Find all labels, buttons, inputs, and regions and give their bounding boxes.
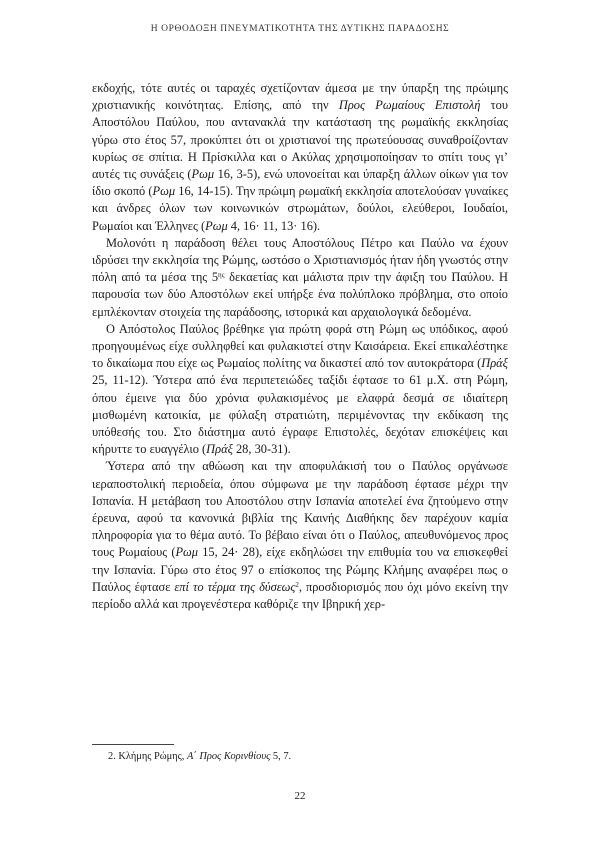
italic-run: Πράξ (481, 356, 508, 371)
text-run: Ύστερα από την αθώωση και την αποφυλάκισή του ο Παύλος οργάνωσε ιεραποστολική περιοδεία, όπου σύμφωνα με την παράδοση έφτασε μέχρι την Ισπανία. Η μετάβαση του Αποστόλου στην Ισπανία αποτελεί ένα ζητούμενο στην έρευνα, αφού τα κανονικά βιβλία της Καινής Διαθήκης δεν παρέχουν καμία πληροφορία για το θέμα αυτό. Το βέβαιο είναι ότι ο Παύλος, απευθυνόμενος προς τους Ρωμαίους ( (92, 459, 508, 560)
text-run: 16, 3-5), ενώ υπονοείται και ύπαρξη άλλων οίκων για τον ίδιο σκοπό ( (92, 167, 509, 199)
italic-run: Ρωμ (205, 218, 228, 233)
text-run: του Αποστόλου Παύλου, που αντανακλά την κατάσταση της ρωμαϊκής εκκλησίας γύρω στο έτος 57, προκύπτει ότι οι χριστιανοί της πρωτεύουσας συναθροίζονταν κυρίως σε σπίτια. Η Πρίσκιλλα και ο Ακύλας χρησιμοποίησαν το σπίτι τους γι’ αυτές τις συνάξεις ( (92, 98, 508, 182)
text-run: 16, 14-15). Την πρώιμη ρωμαϊκή εκκλησία αποτελούσαν γυναίκες και άνδρες όλων των κοινωνικών στρωμάτων, δούλοι, ελεύθεροι, Ιουδαίοι, Ρωμαίοι και Έλληνες ( (92, 184, 508, 233)
italic-run: Πράξ (206, 442, 233, 457)
italic-run: Ρωμ (152, 184, 176, 199)
footnote-marker: 2 (295, 580, 299, 589)
italic-run: Ρωμ (175, 545, 199, 560)
text-run: 28, 30-31). (232, 442, 291, 457)
text-run: 15, 24· 28), είχε εκδηλώσει την επιθυμία του να επισκεφθεί την Ισπανία. Γύρω στο έτος 97 ο επίσκοπος της Ρώμης Κλήμης αναφέρει πως ο Παύλος έφτασε (92, 545, 509, 594)
text-run: δεκαετίας και μάλιστα πριν την άφιξη του Παύλου. Η παρουσία των δύο Αποστόλων εκεί υπήρξε ένα πολύπλοκο πρόβλημα, στο οποίο εμπλέκονταν στοιχεία της παράδοσης, ιστορικά και αρχαιολογικά δεδομένα. (92, 270, 508, 319)
text-run: εκδοχής, τότε αυτές οι ταραχές σχετίζονταν άμεσα με την ύπαρξη της πρώιμης χριστιανικής κοινότητας. Επίσης, από την (92, 81, 508, 113)
footnote-rule (92, 744, 174, 745)
footnote (108, 750, 508, 763)
page-number: 22 (294, 790, 306, 802)
text-run: Ο Απόστολος Παύλος βρέθηκε για πρώτη φορά στη Ρώμη ως υπόδικος, αφού προηγουμένως είχε συλληφθεί και φυλακιστεί στην Καισάρεια. Εκεί επικαλέστηκε το δικαίωμα που είχε ως Ρωμαίος πολίτης να δικαστεί από τον αυτοκράτορα ( (92, 321, 508, 371)
running-head: Η ΟΡΘΟΔΟΞΗ ΠΝΕΥΜΑΤΙΚΟΤΗΤΑ ΤΗΣ ΔΥΤΙΚΗΣ ΠΑΡΑΔΟΣΗΣ (150, 24, 450, 34)
text-run: 5, 7. (270, 751, 292, 762)
text-run: 2. Κλήμης Ρώμης, (108, 751, 187, 762)
paragraph-4 (92, 458, 508, 613)
italic-run: Προς Ρωμαίους Επιστολή (338, 98, 481, 113)
italic-run: Ρωμ (191, 167, 215, 182)
body-text (92, 80, 508, 613)
text-run: , προσδιορισμός που όχι μόνο εκείνη την περίοδο αλλά και προγενέστερα καθόριζε την Ιβηρική χερ- (92, 579, 508, 612)
italic-run: Α΄ Προς Κορινθίους (186, 751, 271, 762)
superscript: ης (218, 271, 225, 280)
paragraph-3 (92, 321, 508, 459)
text-run: 4, 16· 11, 13· 16). (227, 218, 321, 233)
italic-run: επί το τέρμα της δύσεως (174, 579, 296, 594)
text-run: Μολονότι η παράδοση θέλει τους Αποστόλους Πέτρο και Παύλο να έχουν ιδρύσει την εκκλησία της Ρώμης, ωστόσο ο Χριστιανισμός ήταν ήδη γνωστός στην πόλη από τα μέσα της 5 (92, 235, 508, 285)
paragraph-2 (92, 235, 508, 321)
text-run: 25, 11-12). Ύστερα από ένα περιπετειώδες ταξίδι έφτασε το 61 μ.Χ. στη Ρώμη, όπου έμεινε για δύο χρόνια φυλακισμένος με ελαφρά δεσμά σε ιδιαίτερη μισθωμένη κατοικία, με φύλαξη στρατιώτη, περιμένοντας την εκδίκαση της υπόθεσής του. Στο διάστημα αυτό έγραφε Επιστολές, δεχόταν επισκέψεις και κήρυττε το ευαγγέλιο ( (92, 373, 508, 457)
paragraph-1 (92, 80, 508, 235)
